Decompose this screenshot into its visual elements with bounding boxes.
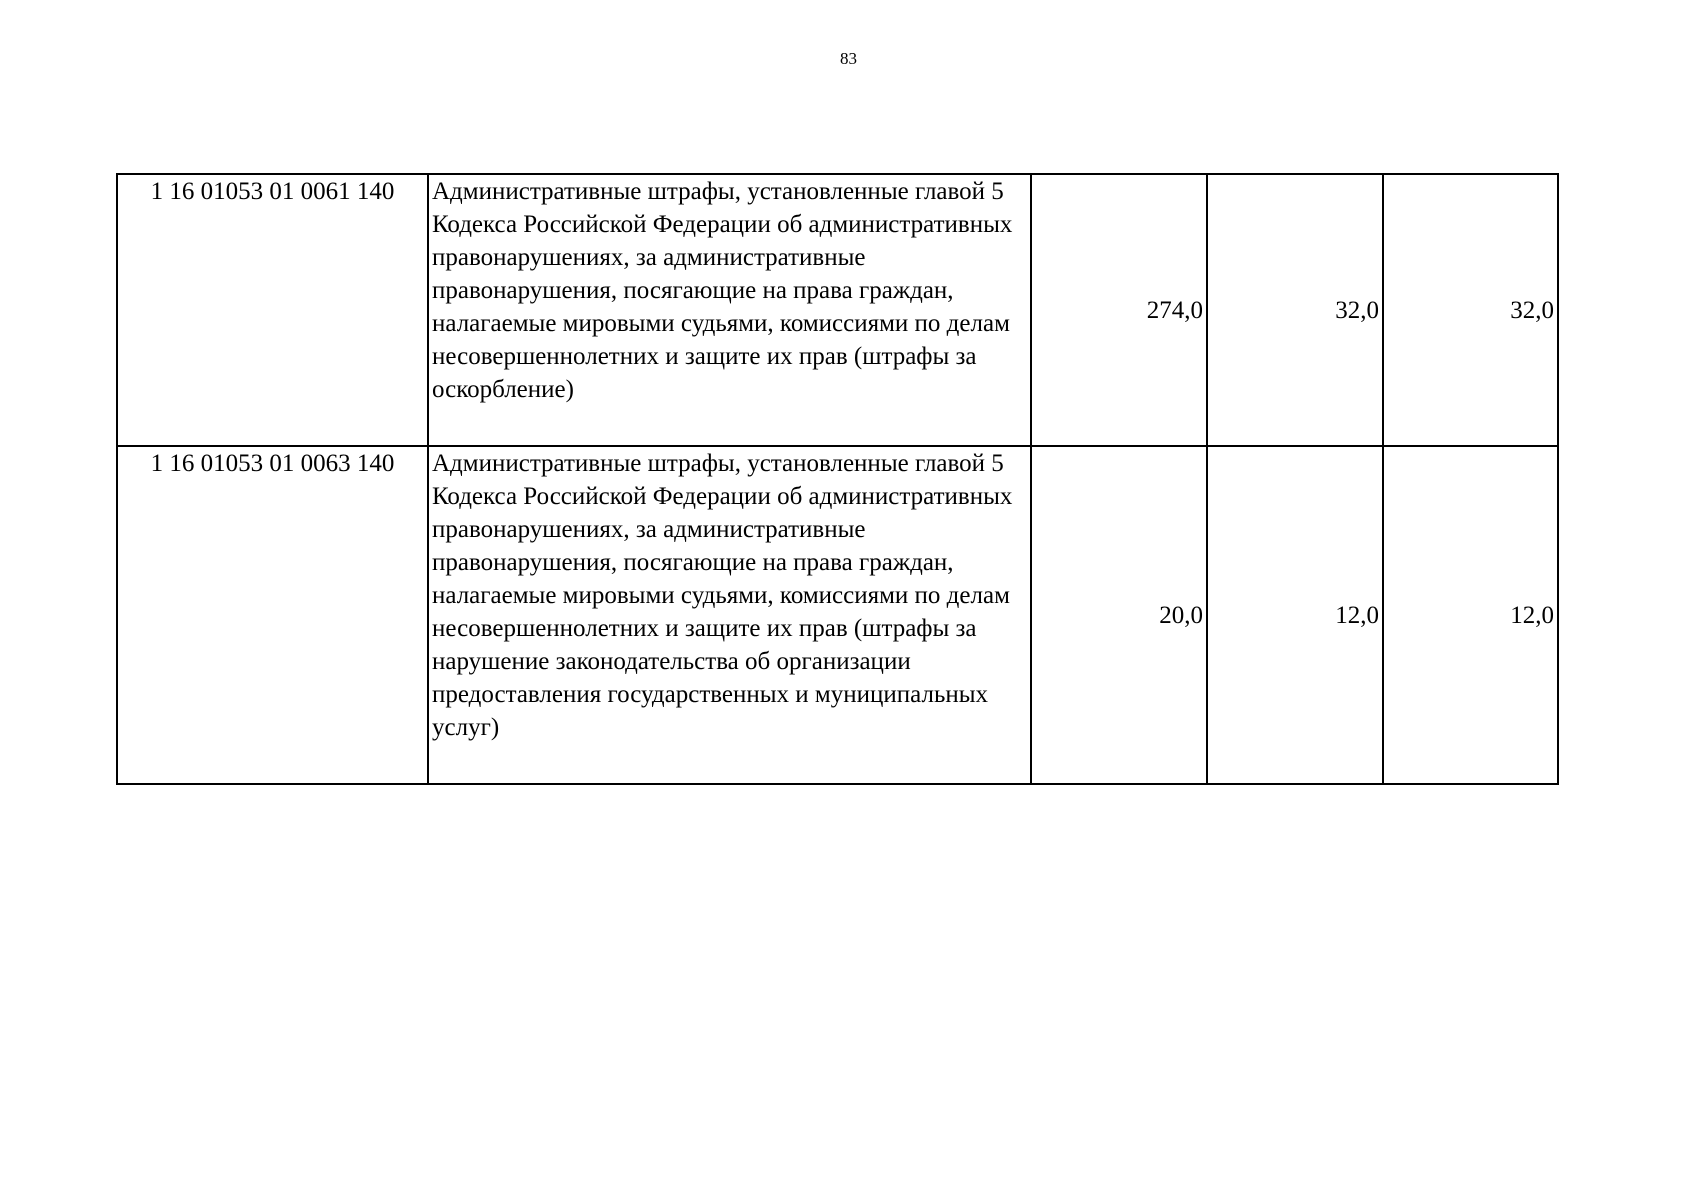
budget-classification-code: 1 16 01053 01 0061 140 [117, 174, 428, 446]
value-column-3: 32,0 [1383, 174, 1558, 446]
page-number: 83 [840, 49, 857, 68]
revenue-description: Административные штрафы, установленные главой 5 Кодекса Российской Федерации об административных правонарушениях, за административные правонарушения, посягающие на права граждан, налагаемые мировыми судьями, комиссиями по делам несовершеннолетних и защите их прав (штрафы за нарушение законодательства об организации предоставления государственных и муниципальных услуг) [428, 446, 1031, 784]
table-row [117, 174, 1558, 446]
value-column-1: 20,0 [1031, 446, 1207, 784]
value-column-3: 12,0 [1383, 446, 1558, 784]
value-column-1: 274,0 [1031, 174, 1207, 446]
fines-table [116, 173, 1559, 785]
value-column-2: 12,0 [1207, 446, 1383, 784]
table-row [117, 446, 1558, 784]
budget-classification-code: 1 16 01053 01 0063 140 [117, 446, 428, 784]
revenue-description: Административные штрафы, установленные главой 5 Кодекса Российской Федерации об административных правонарушениях, за административные правонарушения, посягающие на права граждан, налагаемые мировыми судьями, комиссиями по делам несовершеннолетних и защите их прав (штрафы за оскорбление) [428, 174, 1031, 446]
value-column-2: 32,0 [1207, 174, 1383, 446]
